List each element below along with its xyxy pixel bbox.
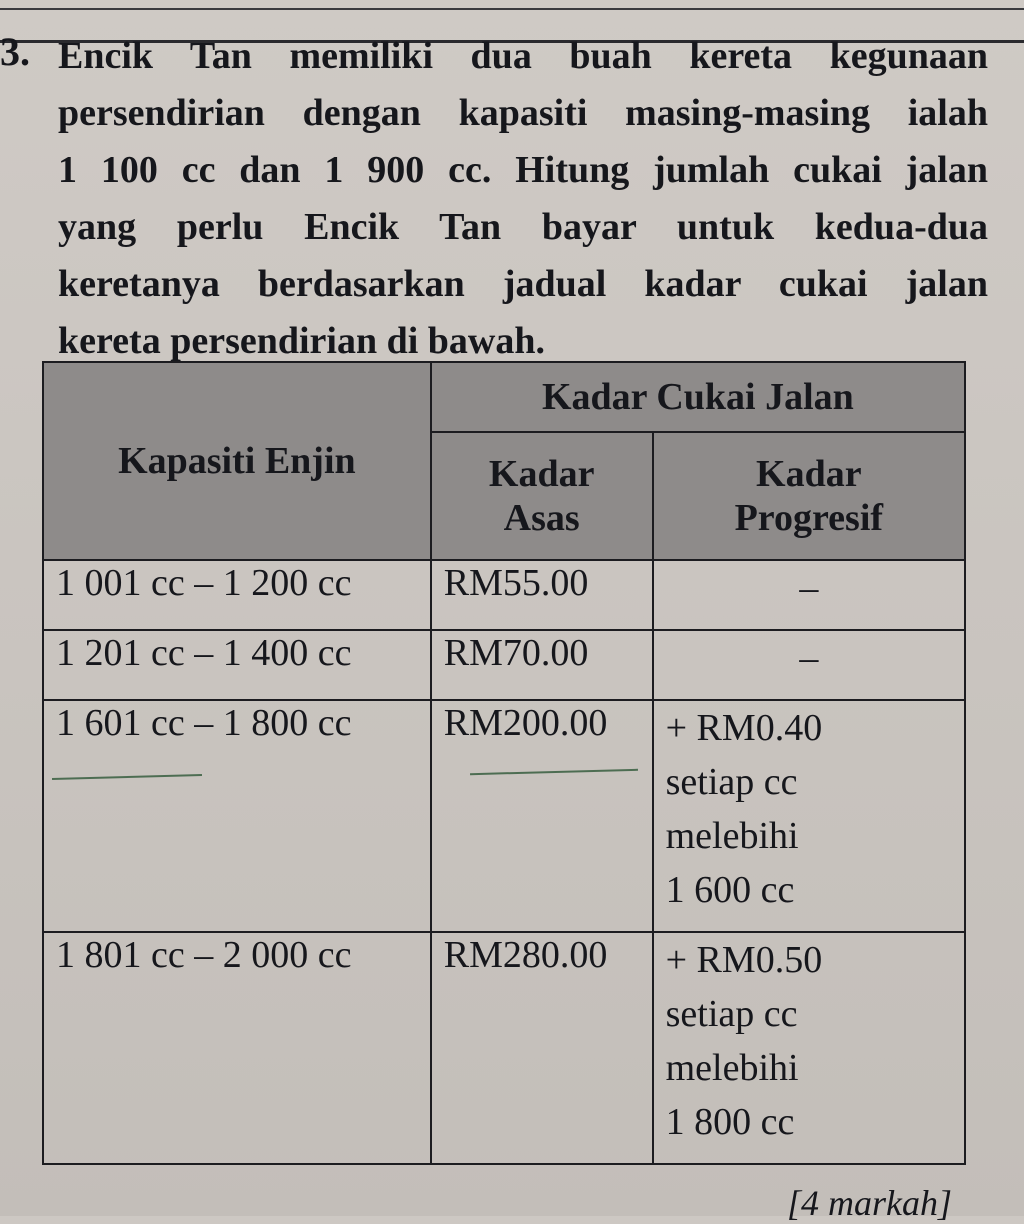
engine-capacity-header: Kapasiti Enjin <box>43 362 431 560</box>
capacity-cell: 1 601 cc – 1 800 cc <box>43 700 431 932</box>
table-row <box>43 700 965 932</box>
progressive-rate-line: setiap cc <box>665 761 798 803</box>
question-line: kereta persendirian di bawah. <box>58 320 546 362</box>
progressive-rate-line: 1 800 cc <box>665 1101 795 1143</box>
marks-label: [4 markah] <box>787 1183 953 1223</box>
question-text <box>58 28 988 370</box>
top-divider <box>0 8 1024 10</box>
progressive-rate-header <box>653 432 965 560</box>
progressive-rate-cell: – <box>653 560 965 630</box>
question-line: Encik Tan memiliki dua buah kereta kegunaan <box>58 35 988 77</box>
progressive-rate-header-line: Progresif <box>734 497 884 539</box>
progressive-rate-line: + RM0.50 <box>665 939 823 981</box>
table-row <box>43 630 965 700</box>
road-tax-table <box>42 361 966 1165</box>
progressive-rate-line: melebihi <box>665 1047 799 1089</box>
base-rate-header-line: Asas <box>503 497 580 539</box>
capacity-cell: 1 001 cc – 1 200 cc <box>43 560 431 630</box>
base-rate-cell: RM200.00 <box>431 700 653 932</box>
question-line: yang perlu Encik Tan bayar untuk kedua-dua <box>58 206 988 248</box>
base-rate-cell: RM70.00 <box>431 630 653 700</box>
table-row <box>43 560 965 630</box>
question-line: keretanya berdasarkan jadual kadar cukai jalan <box>58 263 988 305</box>
question-line: persendirian dengan kapasiti masing-masing ialah <box>58 92 988 134</box>
table-header-row <box>43 362 965 432</box>
question-number: 3. <box>0 29 30 74</box>
progressive-rate-cell <box>653 700 965 932</box>
road-tax-rate-header: Kadar Cukai Jalan <box>431 362 965 432</box>
capacity-cell: 1 801 cc – 2 000 cc <box>43 932 431 1164</box>
progressive-rate-header-line: Kadar <box>756 453 862 495</box>
base-rate-cell: RM280.00 <box>431 932 653 1164</box>
table-row <box>43 932 965 1164</box>
progressive-rate-line: 1 600 cc <box>665 869 795 911</box>
progressive-rate-cell: – <box>653 630 965 700</box>
base-rate-cell: RM55.00 <box>431 560 653 630</box>
progressive-rate-line: setiap cc <box>665 993 798 1035</box>
base-rate-header-line: Kadar <box>488 453 595 495</box>
progressive-rate-line: melebihi <box>665 815 799 857</box>
capacity-cell: 1 201 cc – 1 400 cc <box>43 630 431 700</box>
progressive-rate-cell <box>653 932 965 1164</box>
base-rate-header <box>431 432 653 560</box>
progressive-rate-line: + RM0.40 <box>665 707 823 749</box>
question-line: 1 100 cc dan 1 900 cc. Hitung jumlah cukai jalan <box>58 149 988 191</box>
